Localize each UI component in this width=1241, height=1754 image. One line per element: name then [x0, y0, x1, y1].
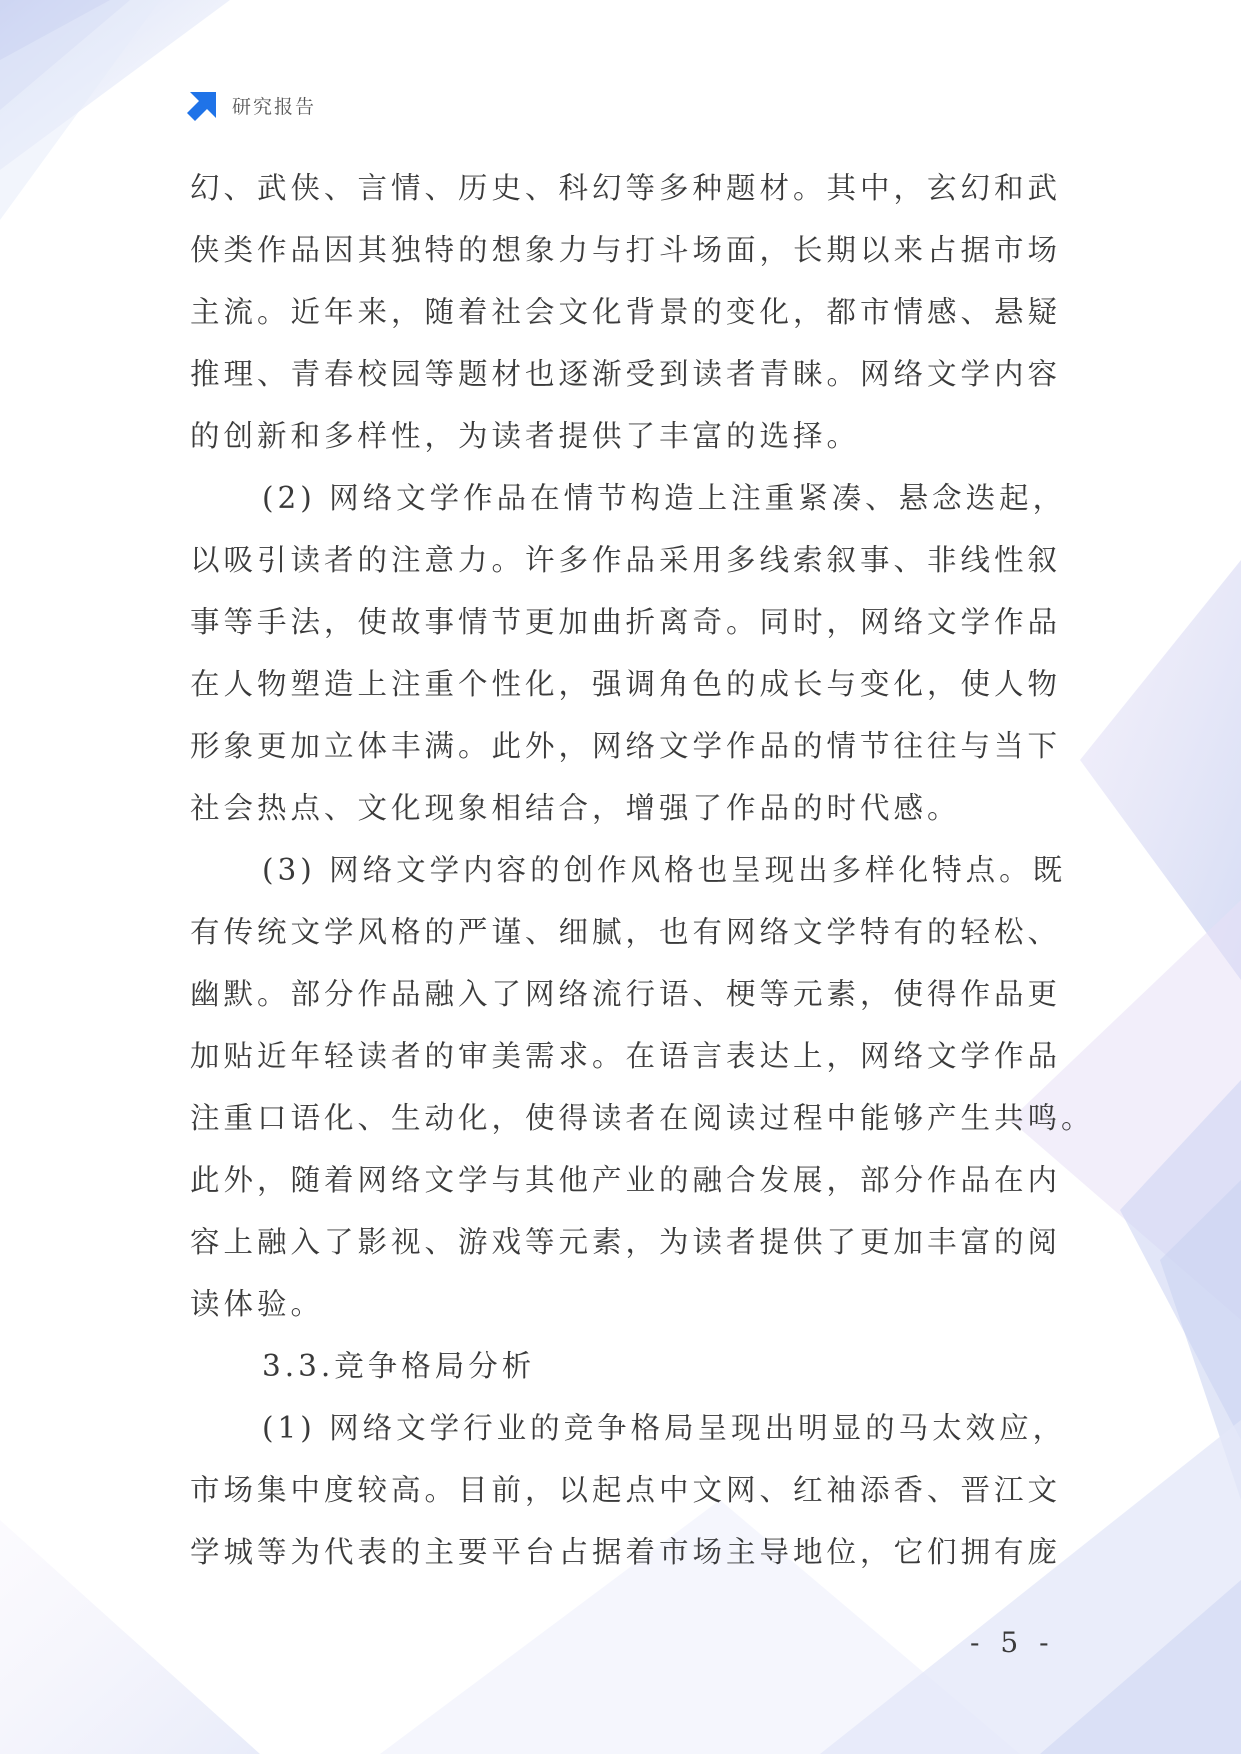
body-line: 社会热点、文化现象相结合，增强了作品的时代感。 — [190, 791, 961, 825]
body-line: 的创新和多样性，为读者提供了丰富的选择。 — [190, 419, 861, 453]
body-line: 此外，随着网络文学与其他产业的融合发展，部分作品在内 — [190, 1163, 1062, 1197]
body-line: 读体验。 — [190, 1287, 325, 1321]
page-number: - 5 - — [970, 1626, 1055, 1659]
body-line: 加贴近年轻读者的审美需求。在语言表达上，网络文学作品 — [190, 1039, 1062, 1073]
body-line: 幽默。部分作品融入了网络流行语、梗等元素，使得作品更 — [190, 977, 1062, 1011]
body-line: 在人物塑造上注重个性化，强调角色的成长与变化，使人物 — [190, 667, 1062, 701]
body-line: 市场集中度较高。目前，以起点中文网、红袖添香、晋江文 — [190, 1473, 1062, 1507]
body-line: 推理、青春校园等题材也逐渐受到读者青睐。网络文学内容 — [190, 357, 1062, 391]
body-line: 学城等为代表的主要平台占据着市场主导地位，它们拥有庞 — [190, 1535, 1062, 1569]
paragraph-start-line: (2) 网络文学作品在情节构造上注重紧凑、悬念迭起， — [262, 481, 1067, 515]
body-line: 有传统文学风格的严谨、细腻，也有网络文学特有的轻松、 — [190, 915, 1062, 949]
paragraph-start-line: (3) 网络文学内容的创作风格也呈现出多样化特点。既 — [262, 853, 1067, 887]
arrow-up-right-icon — [186, 88, 220, 122]
header-title: 研究报告 — [232, 95, 317, 118]
document-body — [190, 157, 1095, 1583]
body-line: 形象更加立体丰满。此外，网络文学作品的情节往往与当下 — [190, 729, 1062, 763]
section-heading: 3.3.竞争格局分析 — [262, 1349, 536, 1383]
body-line: 以吸引读者的注意力。许多作品采用多线索叙事、非线性叙 — [190, 543, 1062, 577]
body-line: 幻、武侠、言情、历史、科幻等多种题材。其中，玄幻和武 — [190, 171, 1062, 205]
report-header — [186, 88, 316, 122]
body-line: 注重口语化、生动化，使得读者在阅读过程中能够产生共鸣。 — [190, 1101, 1095, 1135]
body-line: 主流。近年来，随着社会文化背景的变化，都市情感、悬疑 — [190, 295, 1062, 329]
body-line: 侠类作品因其独特的想象力与打斗场面，长期以来占据市场 — [190, 233, 1062, 267]
paragraph-start-line: (1) 网络文学行业的竞争格局呈现出明显的马太效应， — [262, 1411, 1067, 1445]
body-line: 容上融入了影视、游戏等元素，为读者提供了更加丰富的阅 — [190, 1225, 1062, 1259]
body-line: 事等手法，使故事情节更加曲折离奇。同时，网络文学作品 — [190, 605, 1062, 639]
